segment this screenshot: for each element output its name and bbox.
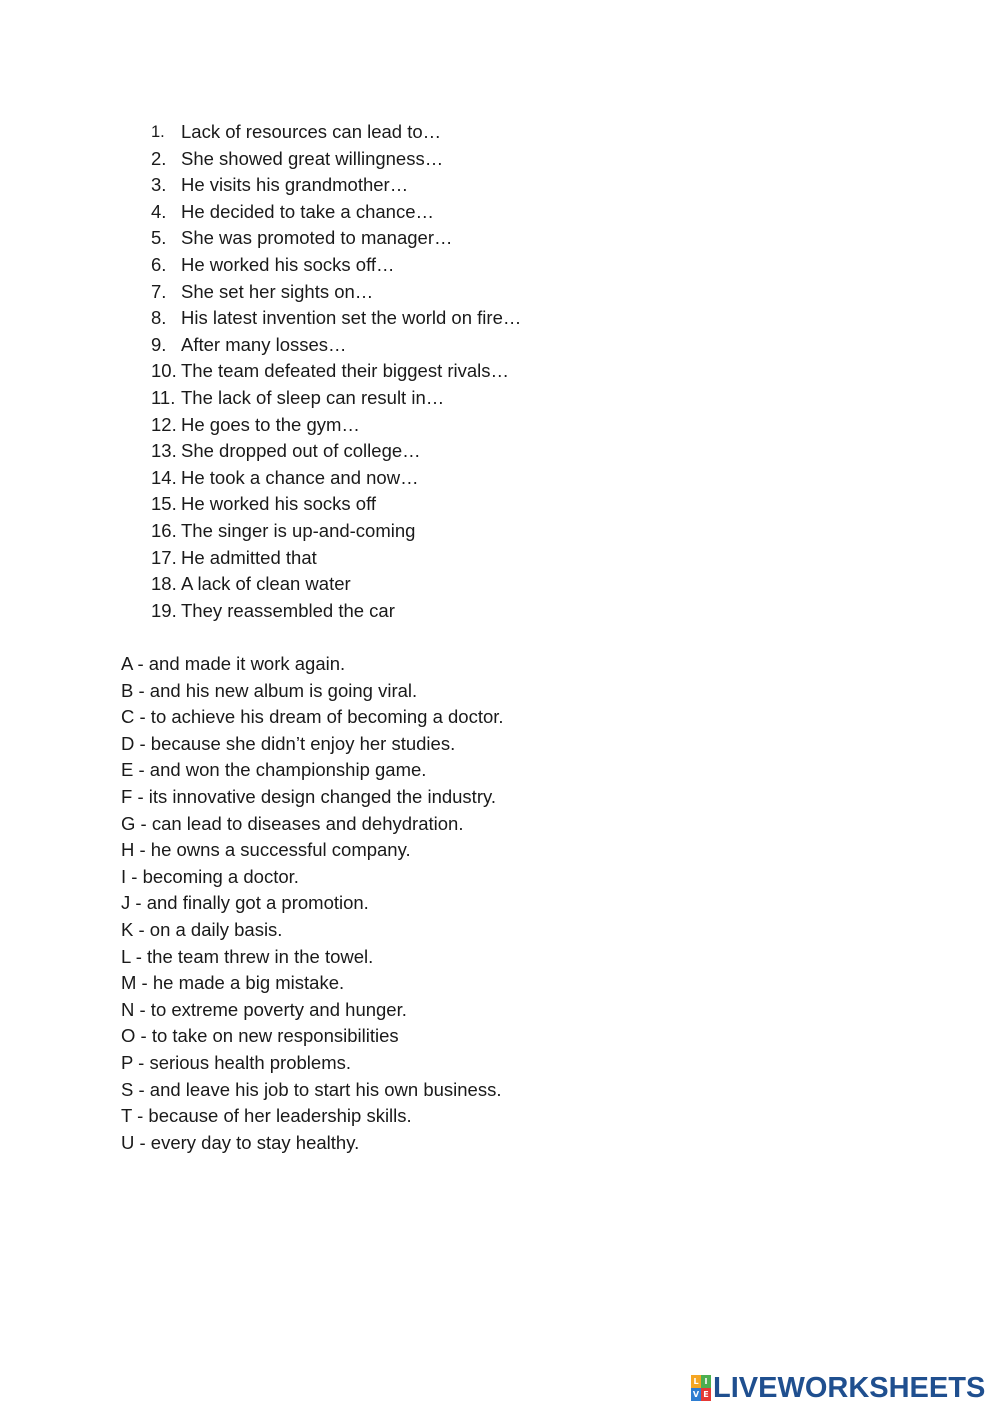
- liveworksheets-logo: [691, 1371, 985, 1405]
- list-item: [151, 385, 521, 412]
- item-text: A lack of clean water: [181, 573, 351, 595]
- item-number: 14.: [151, 466, 177, 488]
- answer-item: F - its innovative design changed the industry.: [121, 785, 497, 807]
- list-item: [151, 518, 521, 545]
- answer-item: U - every day to stay healthy.: [121, 1131, 360, 1153]
- item-number: 12.: [151, 413, 177, 435]
- list-item: [151, 199, 521, 226]
- list-item: [151, 438, 521, 465]
- list-item: [151, 305, 521, 332]
- answer-item: P - serious health problems.: [121, 1051, 351, 1073]
- answer-item: G - can lead to diseases and dehydration.: [121, 812, 464, 834]
- item-text: They reassembled the car: [181, 599, 395, 621]
- item-number: 18.: [151, 573, 177, 595]
- item-text: The lack of sleep can result in…: [181, 386, 445, 408]
- answer-item: L - the team threw in the towel.: [121, 945, 374, 967]
- sentence-endings-list: [121, 651, 504, 1156]
- item-text: His latest invention set the world on fire…: [181, 307, 522, 329]
- logo-icon-letter: L: [691, 1375, 701, 1388]
- answer-item: T - because of her leadership skills.: [121, 1105, 412, 1127]
- item-number: 1.: [151, 123, 165, 141]
- item-text: She dropped out of college…: [181, 440, 421, 462]
- list-item: [151, 358, 521, 385]
- list-item: [151, 279, 521, 306]
- list-item: [151, 571, 521, 598]
- item-text: He decided to take a chance…: [181, 200, 434, 222]
- logo-icon-letter: I: [701, 1375, 711, 1388]
- answer-item: K - on a daily basis.: [121, 918, 283, 940]
- list-item: [151, 412, 521, 439]
- item-text: He worked his socks off…: [181, 253, 395, 275]
- list-item: [151, 598, 521, 625]
- answer-item: N - to extreme poverty and hunger.: [121, 998, 407, 1020]
- list-item: [151, 465, 521, 492]
- item-text: She set her sights on…: [181, 280, 374, 302]
- item-text: He took a chance and now…: [181, 466, 419, 488]
- item-text: He admitted that: [181, 546, 317, 568]
- item-number: 17.: [151, 546, 177, 568]
- sentence-starters-list: [151, 119, 521, 624]
- liveworksheets-icon: [691, 1375, 711, 1401]
- item-text: She showed great willingness…: [181, 147, 444, 169]
- item-text: The singer is up-and-coming: [181, 519, 416, 541]
- list-item: [151, 146, 521, 173]
- item-number: 16.: [151, 519, 177, 541]
- list-item: [151, 119, 521, 146]
- item-number: 8.: [151, 307, 167, 329]
- item-text: After many losses…: [181, 333, 347, 355]
- logo-text: LIVEWORKSHEETS: [713, 1371, 986, 1404]
- answer-item: M - he made a big mistake.: [121, 972, 345, 994]
- answer-item: B - and his new album is going viral.: [121, 679, 418, 701]
- answer-item: A - and made it work again.: [121, 653, 346, 674]
- item-number: 10.: [151, 360, 177, 382]
- answer-item: E - and won the championship game.: [121, 759, 427, 781]
- item-text: He goes to the gym…: [181, 413, 360, 435]
- item-number: 19.: [151, 599, 177, 621]
- item-number: 11.: [151, 386, 176, 408]
- item-text: He worked his socks off: [181, 493, 377, 515]
- list-item: [151, 252, 521, 279]
- item-number: 4.: [151, 200, 167, 222]
- item-text: The team defeated their biggest rivals…: [181, 360, 510, 382]
- list-item: [151, 172, 521, 199]
- answer-item: O - to take on new responsibilities: [121, 1025, 399, 1047]
- answer-item: I - becoming a doctor.: [121, 865, 299, 887]
- answer-item: H - he owns a successful company.: [121, 839, 411, 861]
- item-number: 13.: [151, 440, 177, 462]
- answer-item: J - and finally got a promotion.: [121, 892, 369, 914]
- item-number: 6.: [151, 253, 167, 275]
- list-item: [151, 545, 521, 572]
- item-number: 3.: [151, 174, 167, 196]
- item-text: Lack of resources can lead to…: [181, 121, 442, 142]
- answer-item: D - because she didn’t enjoy her studies.: [121, 732, 456, 754]
- item-number: 5.: [151, 227, 167, 249]
- item-number: 9.: [151, 333, 167, 355]
- list-item: [151, 225, 521, 252]
- item-number: 7.: [151, 280, 167, 302]
- item-number: 2.: [151, 147, 167, 169]
- answer-item: S - and leave his job to start his own business.: [121, 1078, 502, 1100]
- logo-icon-letter: V: [692, 1390, 700, 1399]
- item-number: 15.: [151, 493, 177, 515]
- list-item: [151, 332, 521, 359]
- answer-item: C - to achieve his dream of becoming a doctor.: [121, 706, 504, 728]
- list-item: [151, 491, 521, 518]
- logo-icon-letter: E: [701, 1388, 711, 1401]
- item-text: He visits his grandmother…: [181, 174, 409, 196]
- item-text: She was promoted to manager…: [181, 227, 453, 249]
